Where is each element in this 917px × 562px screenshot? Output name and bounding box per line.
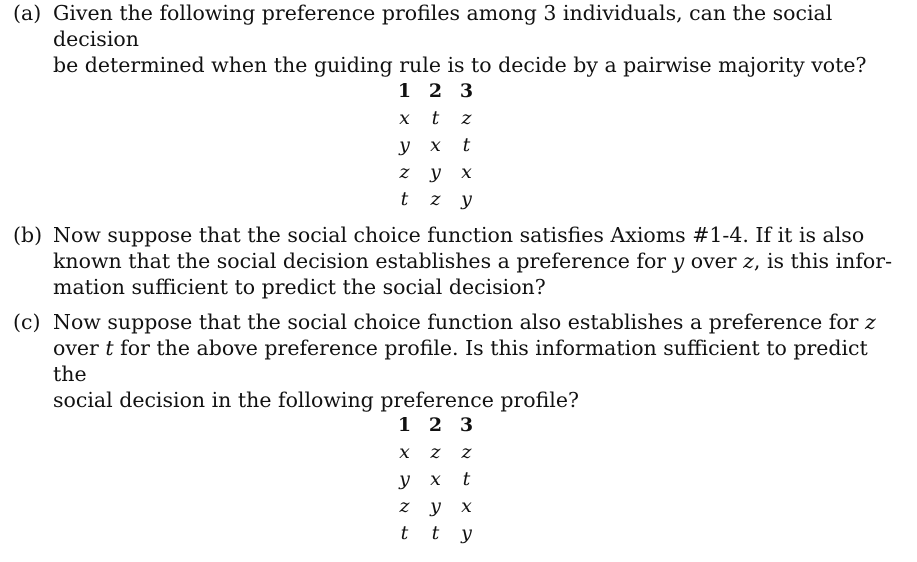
table-cell: z <box>399 160 410 183</box>
variable-t: t <box>105 336 114 360</box>
table-row <box>389 438 482 465</box>
table-row <box>389 519 482 546</box>
table-cell: t <box>431 106 440 129</box>
variable-z: z <box>743 249 754 273</box>
header-individual-2: 2 <box>428 413 443 436</box>
question-b-line-2: known that the social decision establishes a preference for y over z, is this infor- <box>53 249 892 273</box>
table-cell: z <box>399 494 410 517</box>
header-individual-2: 2 <box>428 79 443 102</box>
table-cell: x <box>461 160 472 183</box>
table-row <box>389 465 482 492</box>
question-c-line-3: social decision in the following preference profile? <box>53 388 579 412</box>
question-b-label: (b) <box>13 223 43 247</box>
table-cell: y <box>430 160 441 183</box>
table-cell: z <box>461 440 472 463</box>
table-cell: y <box>399 133 410 156</box>
table-row <box>389 131 482 158</box>
table-cell: y <box>461 187 472 210</box>
table-cell: x <box>399 106 410 129</box>
question-c <box>13 309 893 413</box>
question-a-label: (a) <box>13 1 42 25</box>
table-cell: t <box>462 467 471 490</box>
table-cell: y <box>399 467 410 490</box>
preference-table-1 <box>389 77 482 212</box>
question-c-line-1: Now suppose that the social choice function also establishes a preference for z <box>53 310 876 334</box>
question-b-line-1: Now suppose that the social choice function satisfies Axioms #1-4. If it is also <box>53 223 865 247</box>
header-individual-3: 3 <box>459 413 474 436</box>
question-c-label: (c) <box>13 310 41 334</box>
preference-table-2 <box>389 411 482 546</box>
table-cell: t <box>400 521 409 544</box>
table-cell: y <box>461 521 472 544</box>
table-cell: z <box>461 106 472 129</box>
variable-z: z <box>864 310 876 334</box>
question-c-line-2: over t for the above preference profile. Is this information sufficient to predict the <box>53 336 868 386</box>
table-cell: y <box>430 494 441 517</box>
table-row <box>389 492 482 519</box>
table-header-row <box>389 77 482 104</box>
question-b <box>13 222 893 300</box>
header-individual-1: 1 <box>397 79 412 102</box>
table-cell: z <box>430 440 441 463</box>
table-cell: t <box>400 187 409 210</box>
table-row <box>389 158 482 185</box>
table-cell: x <box>461 494 472 517</box>
header-individual-3: 3 <box>459 79 474 102</box>
table-row <box>389 104 482 131</box>
table-cell: t <box>431 521 440 544</box>
question-a-line-1: Given the following preference profiles among 3 individuals, can the social decision <box>53 1 833 51</box>
table-cell: z <box>430 187 441 210</box>
question-a <box>13 0 893 78</box>
header-individual-1: 1 <box>397 413 412 436</box>
table-cell: x <box>430 467 441 490</box>
question-a-line-2: be determined when the guiding rule is to decide by a pairwise majority vote? <box>53 53 867 77</box>
question-b-line-3: mation sufficient to predict the social decision? <box>53 275 546 299</box>
table-header-row <box>389 411 482 438</box>
table-cell: t <box>462 133 471 156</box>
table-cell: x <box>399 440 410 463</box>
table-cell: x <box>430 133 441 156</box>
table-row <box>389 185 482 212</box>
variable-y: y <box>672 249 685 273</box>
